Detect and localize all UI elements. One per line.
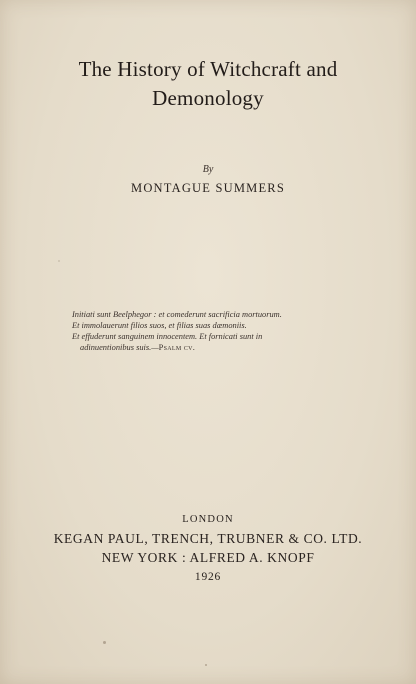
- paper-speck: [205, 664, 207, 666]
- imprint-publisher: KEGAN PAUL, TRENCH, TRUBNER & CO. LTD.: [53, 531, 363, 546]
- epigraph-line-4: [72, 342, 322, 353]
- epigraph-line-2: Et immolauerunt filios suos, et filias suas dæmoniis.: [72, 321, 247, 330]
- imprint-city: LONDON: [182, 514, 234, 525]
- epigraph-line-3: Et effuderunt sanguinem innocentem. Et fornicati sunt in: [72, 332, 263, 341]
- epigraph-reference: Psalm cv.: [158, 343, 196, 352]
- byline-by: By: [202, 164, 214, 175]
- epigraph-line-4-text: adinuentionibus suis.—: [80, 343, 159, 352]
- epigraph: [72, 309, 322, 353]
- imprint-new-york: NEW YORK : ALFRED A. KNOPF: [101, 550, 315, 565]
- book-title-line-2: Demonology: [152, 86, 264, 110]
- book-title: [0, 55, 416, 113]
- paper-speck: [103, 641, 106, 644]
- author-name: MONTAGUE SUMMERS: [131, 181, 285, 195]
- paper-speck: [58, 260, 60, 262]
- epigraph-line-1: Initiati sunt Beelphegor : et comederunt sacrificia mortuorum.: [72, 310, 282, 319]
- imprint-year: 1926: [194, 571, 222, 583]
- imprint: [0, 513, 416, 585]
- book-title-line-1: The History of Witchcraft and: [78, 57, 338, 81]
